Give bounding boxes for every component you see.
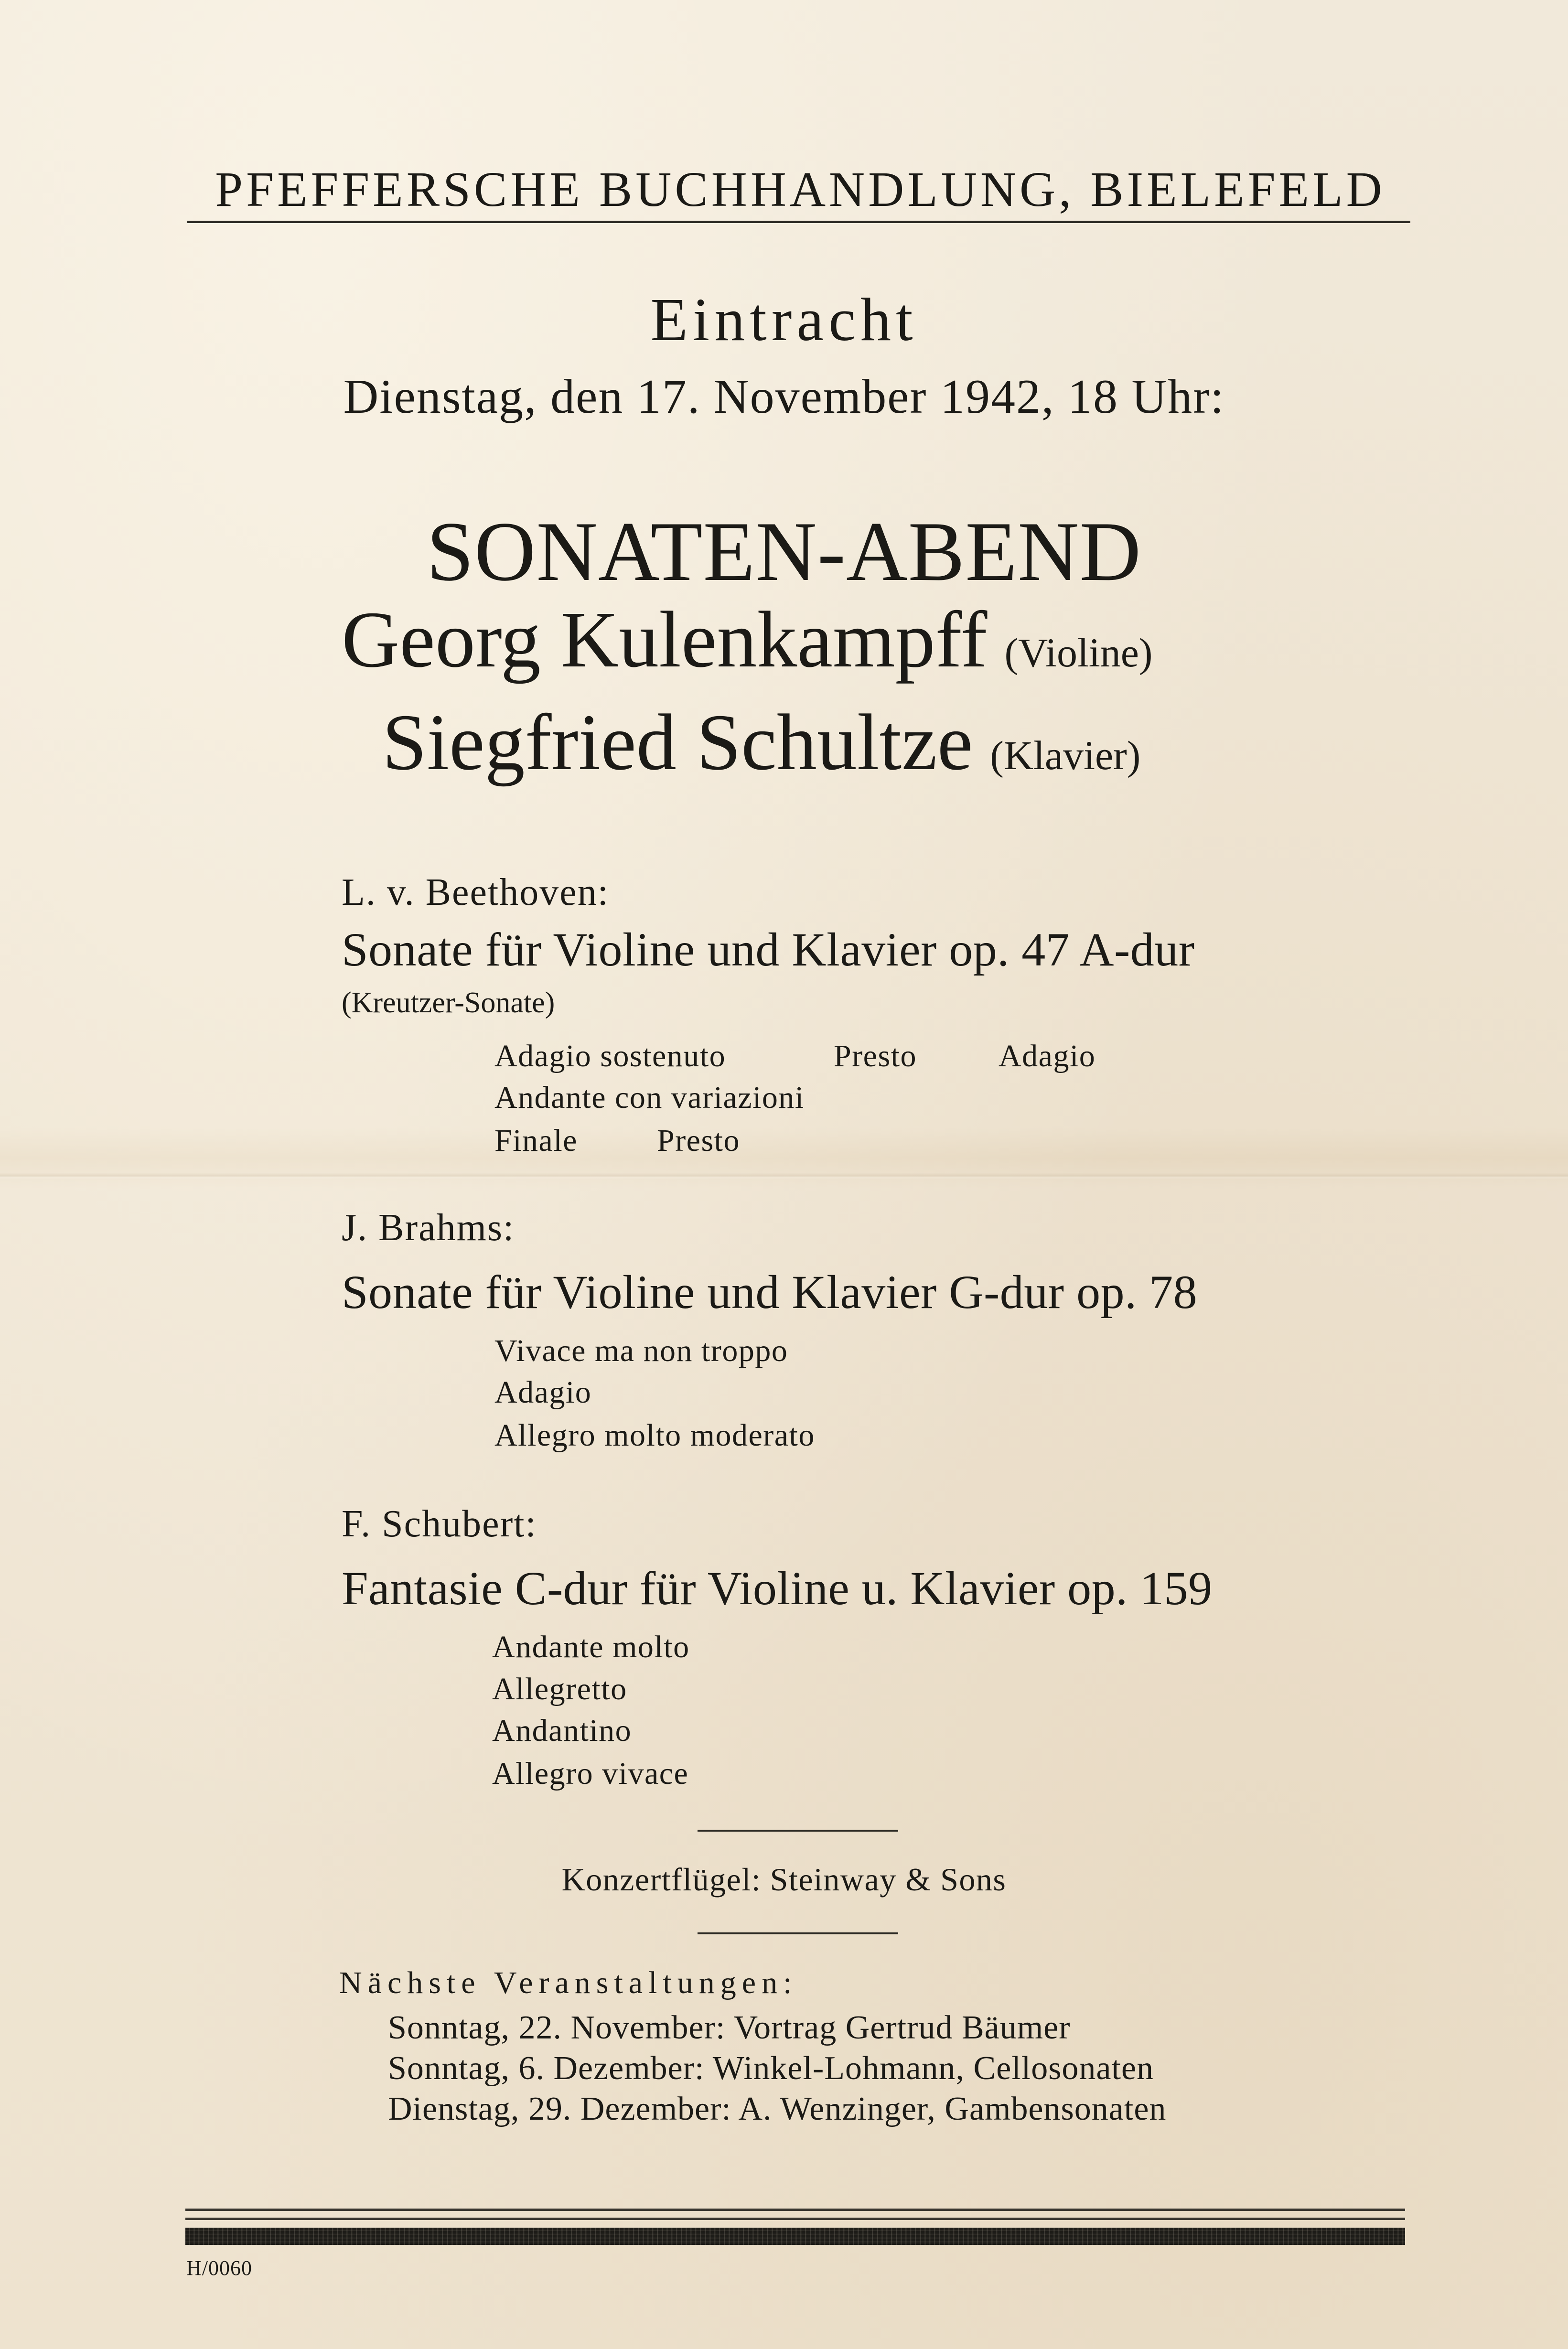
movement: Andantino (492, 1713, 632, 1748)
publisher-header: PFEFFERSCHE BUCHHANDLUNG, BIELEFELD (215, 162, 1385, 217)
performer (342, 595, 1153, 684)
work-title: Fantasie C-dur für Violine u. Klavier op. 159 (342, 1562, 1213, 1615)
movement: Adagio sostenuto (494, 1039, 726, 1073)
composer-name: F. Schubert: (342, 1503, 537, 1545)
movement: Presto (657, 1123, 740, 1158)
composer-name: L. v. Beethoven: (342, 871, 610, 913)
divider-rule-top (698, 1830, 898, 1832)
paper-fold-crease (0, 1173, 1568, 1180)
footer-rule (185, 2218, 1405, 2220)
upcoming-heading: Nächste Veranstaltungen: (339, 1965, 798, 2000)
header-rule (187, 221, 1410, 223)
work-subtitle: (Kreutzer-Sonate) (342, 987, 555, 1019)
performer-instrument: (Klavier) (990, 732, 1141, 778)
performer (382, 698, 1141, 787)
composer-name: J. Brahms: (342, 1207, 515, 1249)
performer-name: Georg Kulenkampff (342, 595, 988, 684)
movement: Adagio (494, 1375, 592, 1410)
divider-rule-bottom (698, 1932, 898, 1934)
archive-code: H/0060 (186, 2256, 252, 2280)
piano-note: Konzertflügel: Steinway & Sons (561, 1861, 1007, 1898)
footer-rule (185, 2209, 1405, 2211)
event-title: SONATEN-ABEND (426, 504, 1142, 599)
movement: Adagio (999, 1039, 1096, 1073)
movement: Vivace ma non troppo (494, 1333, 788, 1368)
movement: Allegro vivace (492, 1756, 689, 1791)
movement: Presto (834, 1039, 917, 1073)
movement: Andante con variazioni (494, 1080, 805, 1115)
work-title: Sonate für Violine und Klavier op. 47 A-dur (342, 923, 1195, 976)
venue-name: Eintracht (650, 286, 918, 354)
movement: Finale (494, 1123, 578, 1158)
event-date: Dienstag, den 17. November 1942, 18 Uhr: (343, 370, 1225, 424)
upcoming-event: Dienstag, 29. Dezember: A. Wenzinger, Gambensonaten (388, 2091, 1167, 2127)
work-title: Sonate für Violine und Klavier G-dur op. 78 (342, 1266, 1198, 1319)
performer-instrument: (Violine) (1004, 630, 1153, 676)
performer-name: Siegfried Schultze (382, 698, 973, 787)
movement: Allegretto (492, 1672, 627, 1706)
upcoming-event: Sonntag, 22. November: Vortrag Gertrud Bäumer (388, 2009, 1071, 2046)
upcoming-event: Sonntag, 6. Dezember: Winkel-Lohmann, Cellosonaten (388, 2050, 1154, 2087)
footer-bar (185, 2228, 1405, 2245)
movement: Andante molto (492, 1630, 690, 1664)
movement: Allegro molto moderato (494, 1418, 815, 1453)
